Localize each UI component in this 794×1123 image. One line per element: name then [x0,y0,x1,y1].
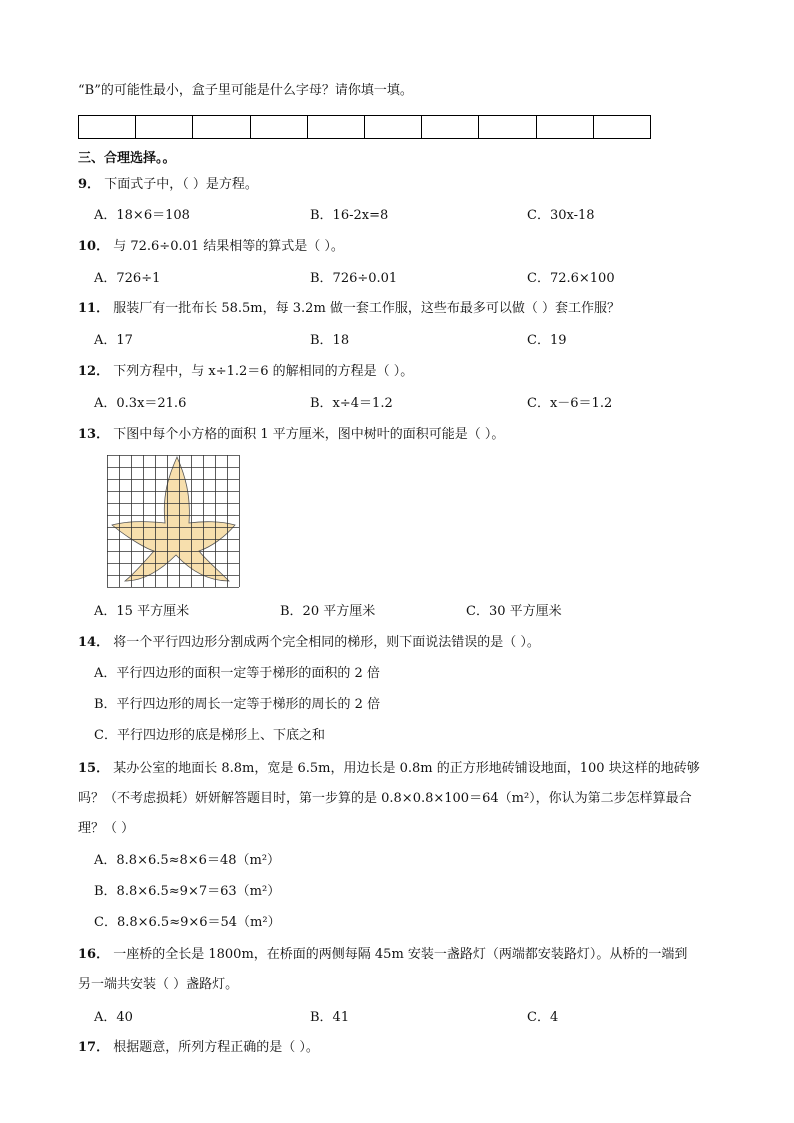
fill-cell[interactable] [193,116,250,139]
option-a[interactable]: A．726÷1 [94,271,161,286]
question-text: 下列方程中，与 x÷1.2＝6 的解相同的方程是（ ）。 [113,364,414,379]
option-c[interactable]: C．72.6×100 [527,271,615,286]
fill-cell[interactable] [536,116,593,139]
option-c[interactable]: C．平行四边形的底是梯形上、下底之和 [94,728,325,743]
fill-cell[interactable] [479,116,536,139]
option-a[interactable]: A．40 [94,1010,133,1025]
option-c[interactable]: C．4 [527,1010,559,1025]
option-c[interactable]: C．30 平方厘米 [466,604,562,619]
fill-in-table [78,115,651,139]
question-12 [78,363,413,381]
option-b[interactable]: B．8.8×6.5≈9×7＝63（m²） [94,884,281,899]
question-text: 与 72.6÷0.01 结果相等的算式是（ ）。 [113,239,344,254]
leaf-grid-figure [107,455,243,591]
option-a[interactable]: A．平行四边形的面积一定等于梯形的面积的 2 倍 [94,666,380,681]
fill-cell[interactable] [79,116,136,139]
option-a[interactable]: A．17 [94,333,133,348]
question-number: 13． [78,427,110,442]
option-a[interactable]: A．15 平方厘米 [94,604,190,619]
question-number: 10． [78,239,110,254]
option-b[interactable]: B．726÷0.01 [310,271,398,286]
option-c[interactable]: C．30x-18 [527,208,595,223]
question-11 [78,300,620,318]
fill-cell[interactable] [307,116,364,139]
fill-cell[interactable] [364,116,421,139]
option-b[interactable]: B．41 [310,1010,350,1025]
question-number: 17． [78,1040,110,1055]
question-text: 服装厂有一批布长 58.5m，每 3.2m 做一套工作服，这些布最多可以做（ ）套工作服？ [113,301,621,316]
option-a[interactable]: A．8.8×6.5≈8×6＝48（m²） [94,853,281,868]
question-14 [78,634,540,652]
question-10 [78,238,344,256]
intro-text: “B”的可能性最小，盒子里可能是什么字母？请你填一填。 [78,83,413,98]
option-b[interactable]: B．x÷4＝1.2 [310,396,393,411]
question-number: 15． [78,761,110,776]
option-c[interactable]: C．8.8×6.5≈9×6＝54（m²） [94,915,281,930]
question-text: 下图中每个小方格的面积 1 平方厘米，图中树叶的面积可能是（ ）。 [113,427,505,442]
question-9 [78,176,258,194]
option-a[interactable]: A．0.3x＝21.6 [94,396,187,411]
fill-cell[interactable] [593,116,650,139]
question-17 [78,1039,319,1057]
question-text-continued: 另一端共安装（ ）盏路灯。 [78,977,239,992]
question-13 [78,426,504,444]
question-number: 12． [78,364,110,379]
question-text: 根据题意，所列方程正确的是（ ）。 [113,1040,319,1055]
question-text: 一座桥的全长是 1800m，在桥面的两侧每隔 45m 安装一盏路灯（两端都安装路灯）。从桥的一端到 [113,947,688,962]
question-text-continued: 理？（ ） [78,821,135,836]
leaf-shape [112,457,235,581]
question-text: 下面式子中，（ ）是方程。 [104,177,258,192]
question-text: 某办公室的地面长 8.8m，宽是 6.5m，用边长是 0.8m 的正方形地砖铺设地面，100 块这样的地砖够 [113,761,700,776]
question-number: 9． [78,177,101,192]
option-b[interactable]: B．平行四边形的周长一定等于梯形的周长的 2 倍 [94,697,381,712]
question-number: 11． [78,301,110,316]
question-text: 将一个平行四边形分割成两个完全相同的梯形，则下面说法错误的是（ ）。 [113,635,540,650]
option-b[interactable]: B．16-2x=8 [310,208,389,223]
option-b[interactable]: B．20 平方厘米 [280,604,376,619]
fill-cell[interactable] [422,116,479,139]
question-text-continued: 吗？（不考虑损耗）妍妍解答题目时，第一步算的是 0.8×0.8×100＝64（m²），你认为第二步怎样算最合 [78,791,692,806]
question-number: 14． [78,635,110,650]
section-title: 三、合理选择。。 [78,151,176,166]
option-c[interactable]: C．19 [527,333,567,348]
option-a[interactable]: A．18×6＝108 [94,208,190,223]
option-c[interactable]: C．x－6＝1.2 [527,396,613,411]
question-number: 16． [78,947,110,962]
fill-cell[interactable] [136,116,193,139]
fill-cell[interactable] [250,116,307,139]
option-b[interactable]: B．18 [310,333,350,348]
question-15 [78,760,700,778]
question-16 [78,946,687,964]
